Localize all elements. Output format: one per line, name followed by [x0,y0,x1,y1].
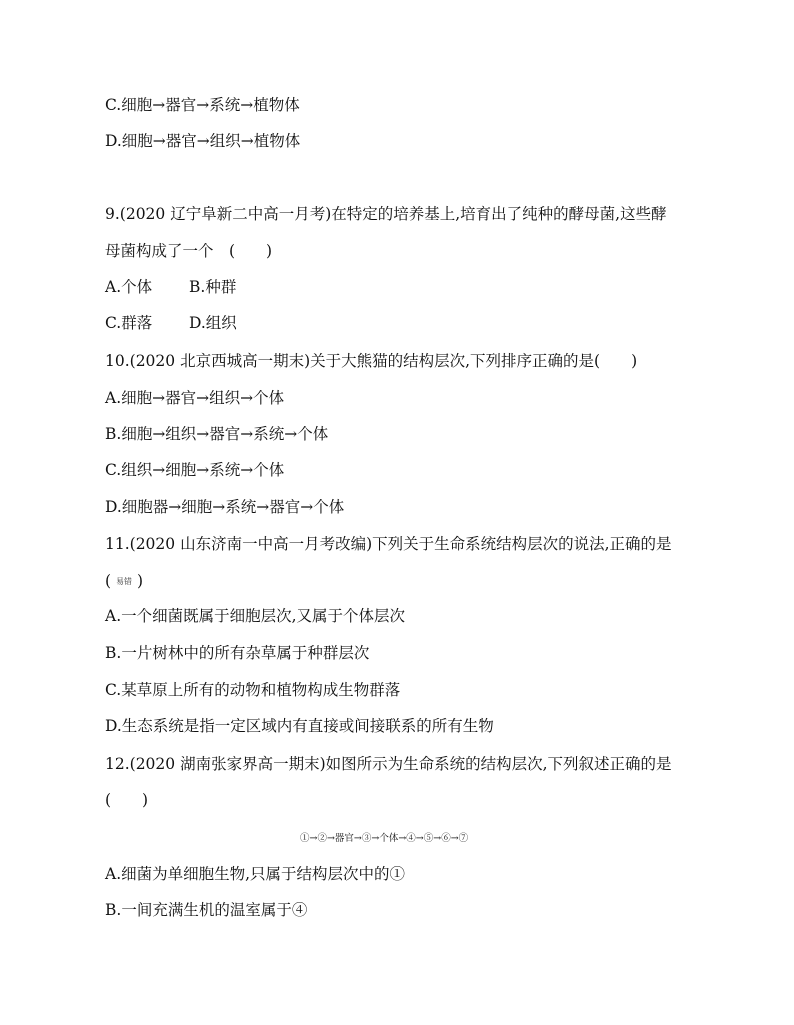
q8-option-d: D.细胞→器官→组织→植物体 [105,132,301,150]
q11-error-prone-tag: 易错 [116,577,132,586]
q10-option-d: D.细胞器→细胞→系统→器官→个体 [105,498,345,516]
q9-option-a: A.个体 [105,278,153,296]
q12-hierarchy-diagram: ①→②→器官→③→个体→④→⑤→⑥→⑦ [300,833,469,844]
q11-paren-open: ( [105,572,112,590]
q9-options-ab [105,277,236,297]
q12-stem-line1: 12.(2020 湖南张家界高一期末)如图所示为生命系统的结构层次,下列叙述正确的是 [105,755,672,773]
q11-option-d: D.生态系统是指一定区域内有直接或间接联系的所有生物 [105,717,494,735]
q11-option-c: C.某草原上所有的动物和植物构成生物群落 [105,681,401,699]
q12-stem-line2: ( ) [105,791,149,809]
q9-option-c: C.群落 [105,314,153,332]
q11-option-a: A.一个细菌既属于细胞层次,又属于个体层次 [105,607,406,625]
q9-options-cd [105,313,237,333]
q11-stem-line1: 11.(2020 山东济南一中高一月考改编)下列关于生命系统结构层次的说法,正确的是 [105,535,672,553]
q11-paren-close: ) [136,572,143,590]
q9-option-b: B.种群 [189,278,237,296]
q9-stem-line2: 母菌构成了一个 ( ) [105,242,273,260]
q11-stem-line2 [105,571,143,592]
q9-stem-line1: 9.(2020 辽宁阜新二中高一月考)在特定的培养基上,培育出了纯种的酵母菌,这些酵 [105,205,667,223]
q10-option-b: B.细胞→组织→器官→系统→个体 [105,425,329,443]
q10-stem: 10.(2020 北京西城高一期末)关于大熊猫的结构层次,下列排序正确的是( ) [105,352,638,370]
q12-option-b: B.一间充满生机的温室属于④ [105,901,308,919]
q8-option-c: C.细胞→器官→系统→植物体 [105,96,300,114]
q11-option-b: B.一片树林中的所有杂草属于种群层次 [105,644,370,662]
q9-option-d: D.组织 [189,314,237,332]
q10-option-c: C.组织→细胞→系统→个体 [105,461,285,479]
q12-option-a: A.细菌为单细胞生物,只属于结构层次中的① [105,865,406,883]
q10-option-a: A.细胞→器官→组织→个体 [105,389,285,407]
